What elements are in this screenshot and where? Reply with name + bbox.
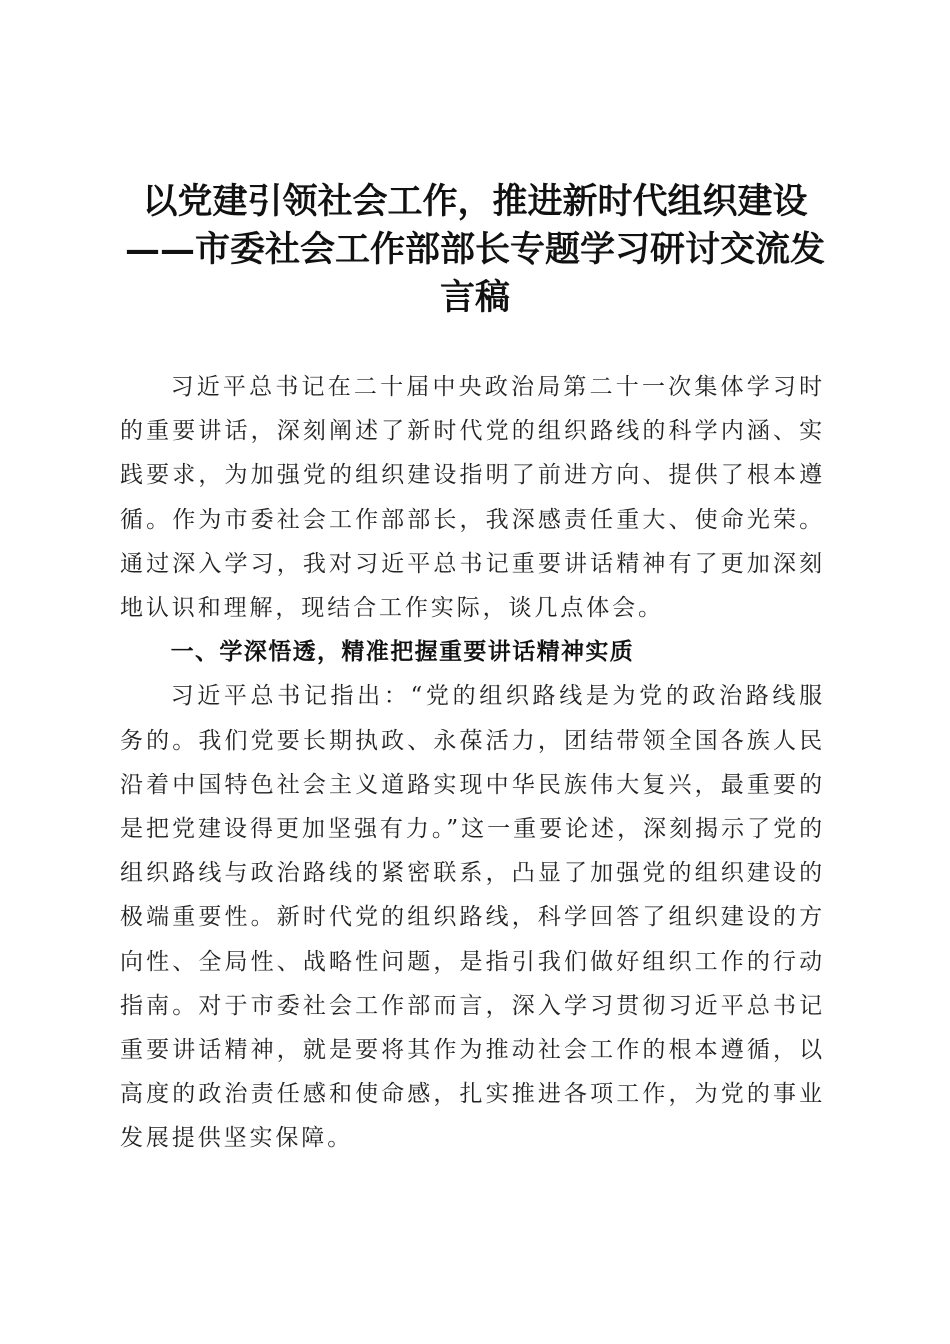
paragraph-section-1: 习近平总书记指出：“党的组织路线是为党的政治路线服务的。我们党要长期执政、永葆活力，团结带领全国各族人民沿着中国特色社会主义道路实现中华民族伟大复兴，最重要的是把党建设得更加坚强有力。”这一重要论述，深刻揭示了党的组织路线与政治路线的紧密联系，凸显了加强党的组织建设的极端重要性。新时代党的组织路线，科学回答了组织建设的方向性、全局性、战略性问题，是指引我们做好组织工作的行动指南。对于市委社会工作部而言，深入学习贯彻习近平总书记重要讲话精神，就是要将其作为推动社会工作的根本遵循，以高度的政治责任感和使命感，扎实推进各项工作，为党的事业发展提供坚实保障。 xyxy=(120,683,825,1152)
document-body xyxy=(120,365,825,1161)
title-line-1: 以党建引领社会工作，推进新时代组织建设 xyxy=(142,181,808,222)
paragraph-intro: 习近平总书记在二十届中央政治局第二十一次集体学习时的重要讲话，深刻阐述了新时代党的组织路线的科学内涵、实践要求，为加强党的组织建设指明了前进方向、提供了根本遵循。作为市委社会工作部部长，我深感责任重大、使命光荣。通过深入学习，我对习近平总书记重要讲话精神有了更加深刻地认识和理解，现结合工作实际，谈几点体会。 xyxy=(120,374,825,622)
title-line-3: 言稿 xyxy=(439,277,510,318)
title-line-2: ——市委社会工作部部长专题学习研讨交流发 xyxy=(124,229,825,270)
document-title xyxy=(100,178,850,322)
section-heading-1: 一、学深悟透，精准把握重要讲话精神实质 xyxy=(170,639,635,666)
